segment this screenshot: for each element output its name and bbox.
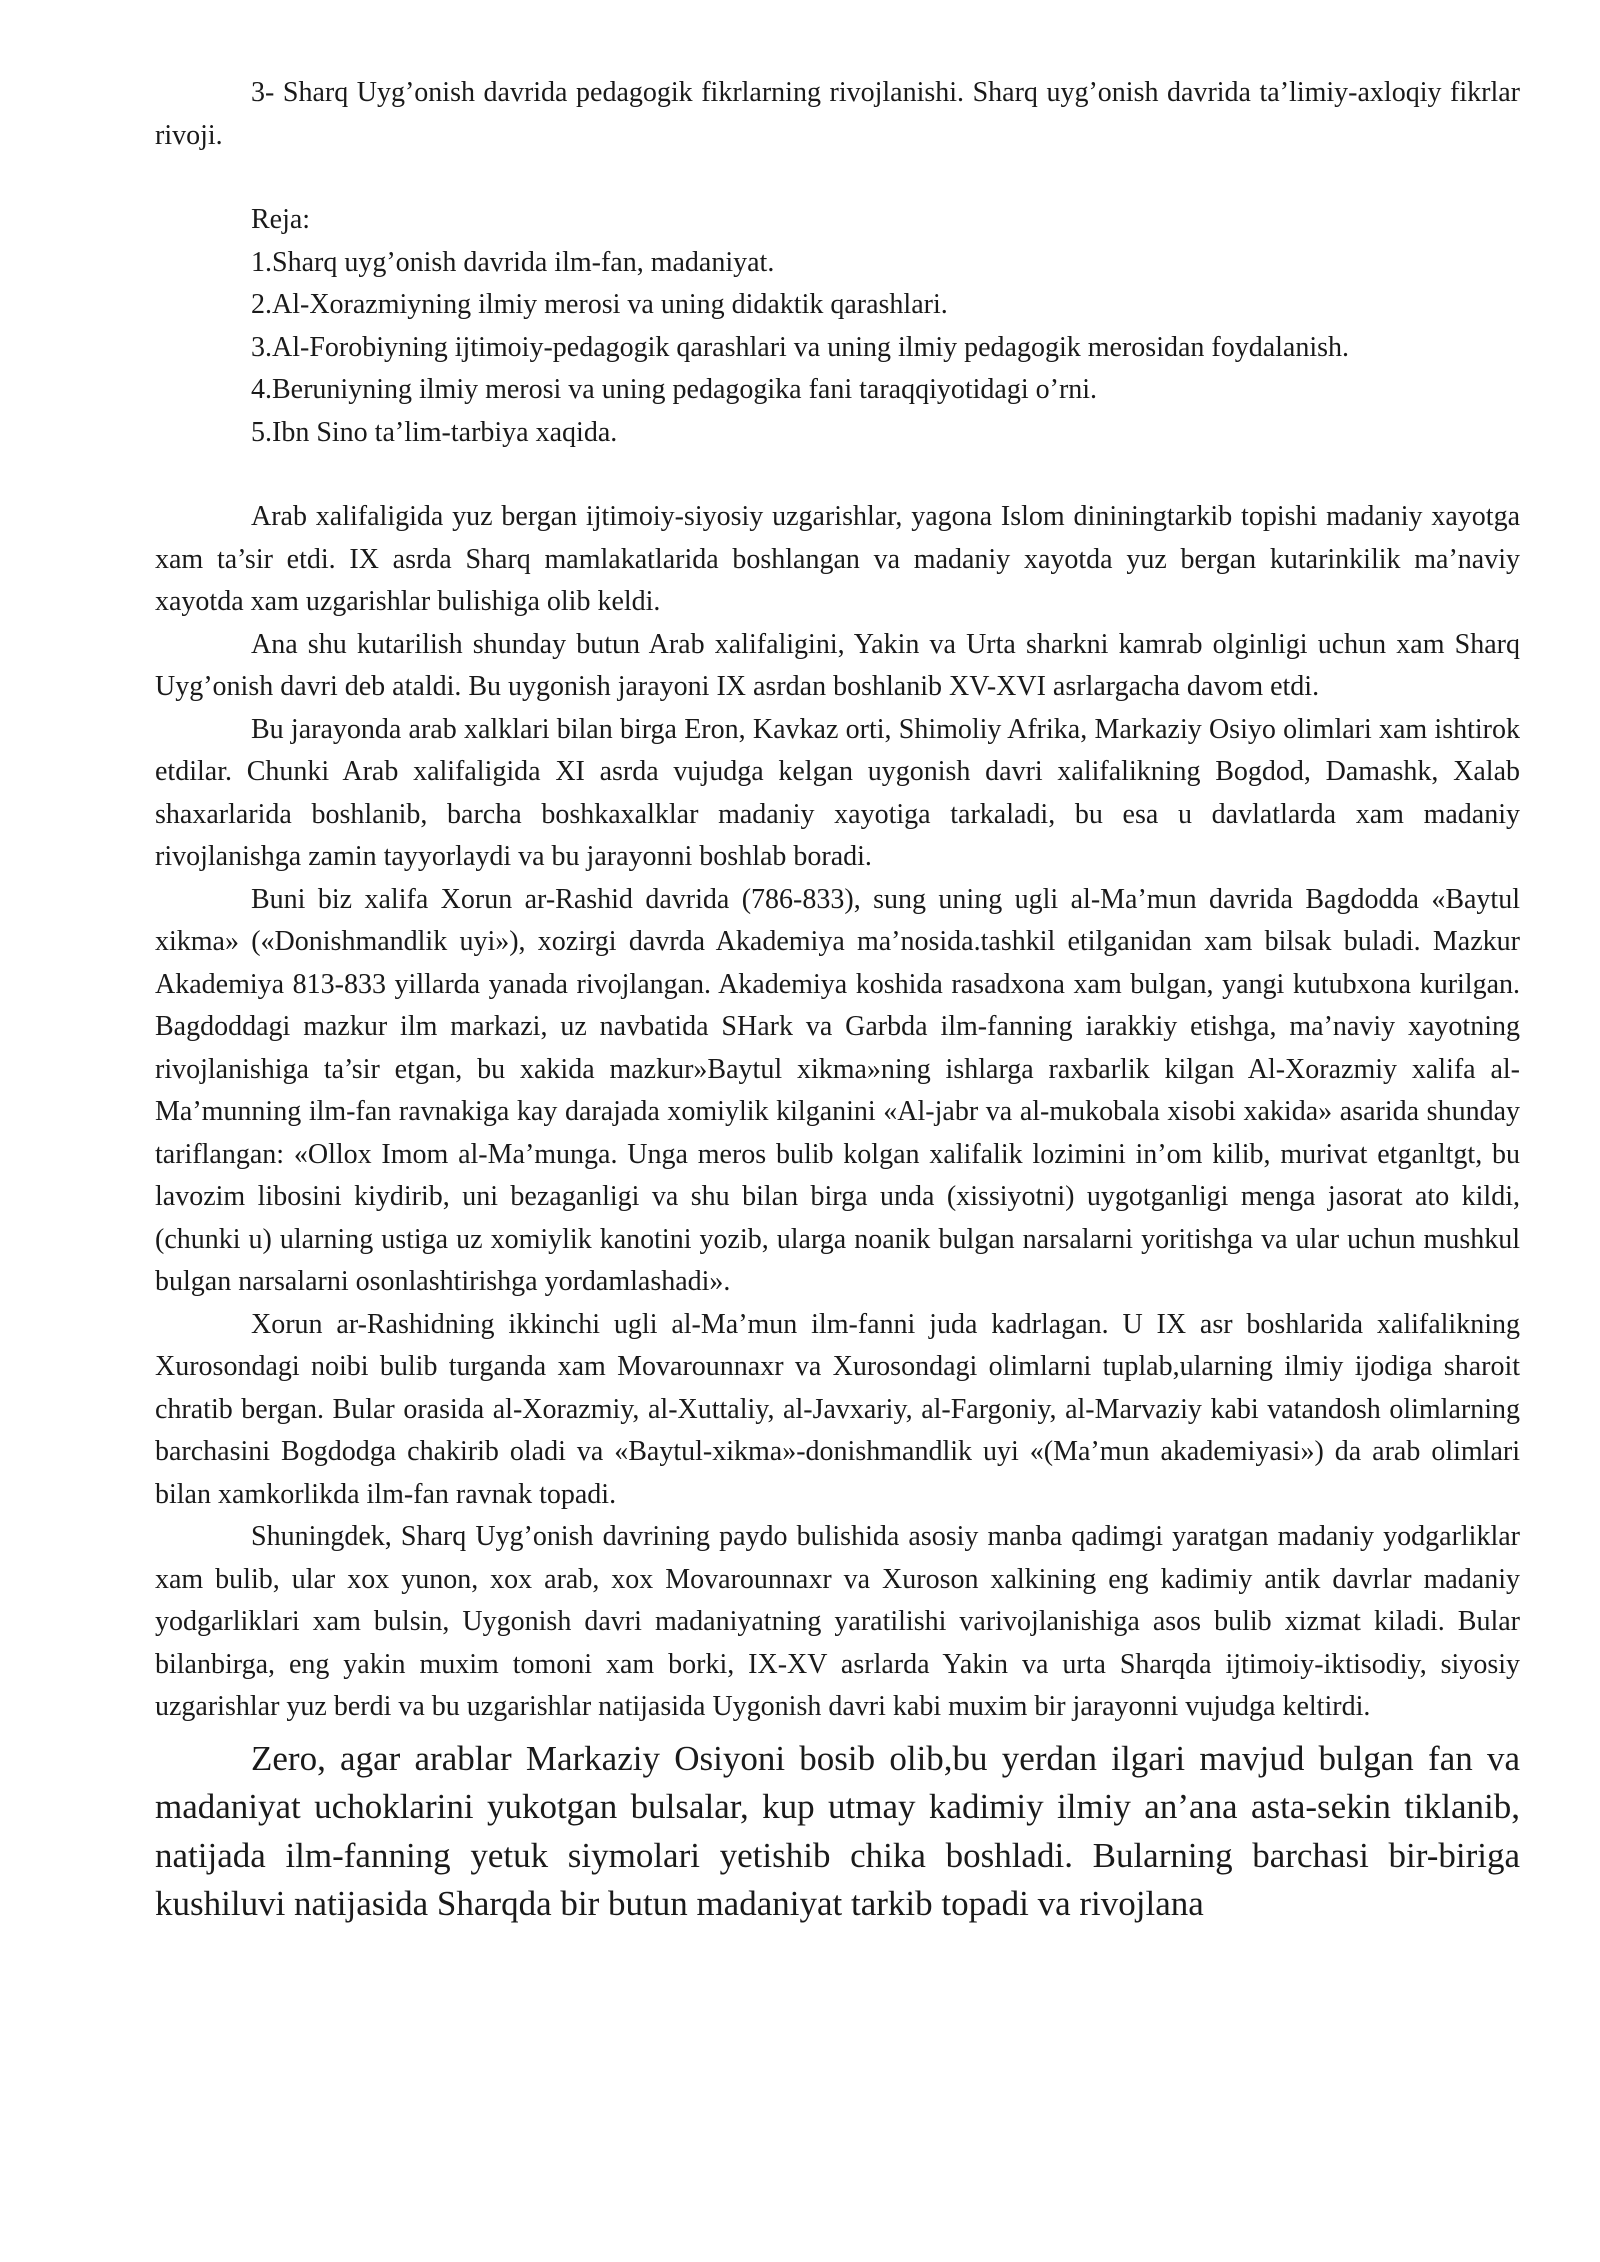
- plan-item: 4.Beruniyning ilmiy merosi va uning pedagogika fani taraqqiyotidagi o’rni.: [251, 374, 1098, 405]
- plan-title: Reja:: [251, 204, 311, 235]
- plan-item: 3.Al-Forobiyning ijtimoiy-pedagogik qarashlari va uning ilmiy pedagogik merosidan foydalanish.: [251, 331, 1350, 363]
- plan-item: 5.Ibn Sino ta’lim-tarbiya xaqida.: [251, 416, 618, 448]
- plan-item: 2.Al-Xorazmiyning ilmiy merosi va uning didaktik qarashlari.: [251, 289, 948, 320]
- plan-section: [155, 199, 1520, 454]
- document-heading: 3- Sharq Uyg’onish davrida pedagogik fikrlarning rivojlanishi. Sharq uyg’onish davrida ta’limiy-axloqiy fikrlar rivoji.: [155, 77, 1520, 151]
- closing-paragraph: Zero, agar arablar Markaziy Osiyoni bosib olib,bu yerdan ilgari mavjud bulgan fan va madaniyat uchoklarini yukotgan bulsalar, kup utmay kadimiy ilmiy an’ana asta-sekin tiklanib, natijada ilm-fanning yetuk siymolari yetishib chika boshladi. Bularning barchasi bir-biriga kushiluvi natijasida Sharqda bir butun madaniyat tarkib topadi va rivojlana: [155, 1738, 1520, 1923]
- body-paragraph: Buni biz xalifa Xorun ar-Rashid davrida (786-833), sung uning ugli al-Ma’mun davrida Bagdodda «Baytul xikma» («Donishmandlik uyi»), xozirgi davrda Akademiya ma’nosida.tashkil etilganidan xam bilsak buladi. Mazkur Akademiya 813-833 yillarda yanada rivojlangan. Akademiya koshida rasadxona xam bulgan, yangi kutubxona kurilgan. Bagdoddagi mazkur ilm markazi, uz navbatida SHark va Garbda ilm-fanning iarakkiy etishga, ma’naviy xayotning rivojlanishiga ta’sir etgan, bu xakida mazkur»Baytul xikma»ning ishlarga raxbarlik kilgan Al-Xorazmiy xalifa al-Ma’munning ilm-fan ravnakiga kay darajada xomiylik kilganini «Al-jabr va al-mukobala xisobi xakida» asarida shunday tariflangan: «Ollox Imom al-Ma’munga. Unga meros bulib kolgan xalifalik lozimini in’om kilib, murivat etganltgt, bu lavozim libosini kiydirib, uni bezaganligi va shu bilan birga unda (xissiyotni) uygotganligi menga jasorat ato kildi, (chunki u) ularning ustiga uz xomiylik kanotini yozib, ularga noanik bulgan narsalarni yoritishga va ular uchun mushkul bulgan narsalarni osonlashtirishga yordamlashadi».: [155, 883, 1520, 1297]
- body-text: [155, 496, 1520, 1929]
- body-paragraph: Shuningdek, Sharq Uyg’onish davrining paydo bulishida asosiy manba qadimgi yaratgan madaniy yodgarliklar xam bulib, ular xox yunon, xox arab, xox Movarounnaxr va Xuroson xalkining eng kadimiy antik davrlar madaniy yodgarliklari xam bulsin, Uygonish davri madaniyatning yaratilishi varivojlanishiga asos bulib xizmat kiladi. Bular bilanbirga, eng yakin muxim tomoni xam borki, IX-XV asrlarda Yakin va urta Sharqda ijtimoiy-iktisodiy, siyosiy uzgarishlar yuz berdi va bu uzgarishlar natijasida Uygonish davri kabi muxim bir jarayonni vujudga keltirdi.: [155, 1521, 1520, 1722]
- body-paragraph: Ana shu kutarilish shunday butun Arab xalifaligini, Yakin va Urta sharkni kamrab olginligi uchun xam Sharq Uyg’onish davri deb ataldi. Bu uygonish jarayoni IX asrdan boshlanib XV-XVI asrlargacha davom etdi.: [155, 628, 1520, 702]
- body-paragraph: Bu jarayonda arab xalklari bilan birga Eron, Kavkaz orti, Shimoliy Afrika, Markaziy Osiyo olimlari xam ishtirok etdilar. Chunki Arab xalifaligida XI asrda vujudga kelgan uygonish davri xalifalikning Bogdod, Damashk, Xalab shaxarlarida boshlanib, barcha boshkaxalklar madaniy xayotiga tarkaladi, bu esa u davlatlarda xam madaniy rivojlanishga zamin tayyorlaydi va bu jarayonni boshlab boradi.: [155, 713, 1520, 872]
- body-paragraph: Arab xalifaligida yuz bergan ijtimoiy-siyosiy uzgarishlar, yagona Islom dininingtarkib topishi madaniy xayotga xam ta’sir etdi. IX asrda Sharq mamlakatlarida boshlangan va madaniy xayotda yuz bergan kutarinkilik ma’naviy xayotda xam uzgarishlar bulishiga olib keldi.: [155, 501, 1520, 617]
- plan-item: 1.Sharq uyg’onish davrida ilm-fan, madaniyat.: [251, 246, 775, 278]
- plan-list: [251, 242, 1520, 455]
- body-paragraph: Xorun ar-Rashidning ikkinchi ugli al-Ma’mun ilm-fanni juda kadrlagan. U IX asr boshlarida xalifalikning Xurosondagi noibi bulib turganda xam Movarounnaxr va Xurosondagi olimlarni tuplab,ularning ilmiy ijodiga sharoit chratib bergan. Bular orasida al-Xorazmiy, al-Xuttaliy, al-Javxariy, al-Fargoniy, al-Marvaziy kabi vatandosh olimlarning barchasini Bogdodga chakirib oladi va «Baytul-xikma»-donishmandlik uyi «(Ma’mun akademiyasi») da arab olimlari bilan xamkorlikda ilm-fan ravnak topadi.: [155, 1308, 1520, 1510]
